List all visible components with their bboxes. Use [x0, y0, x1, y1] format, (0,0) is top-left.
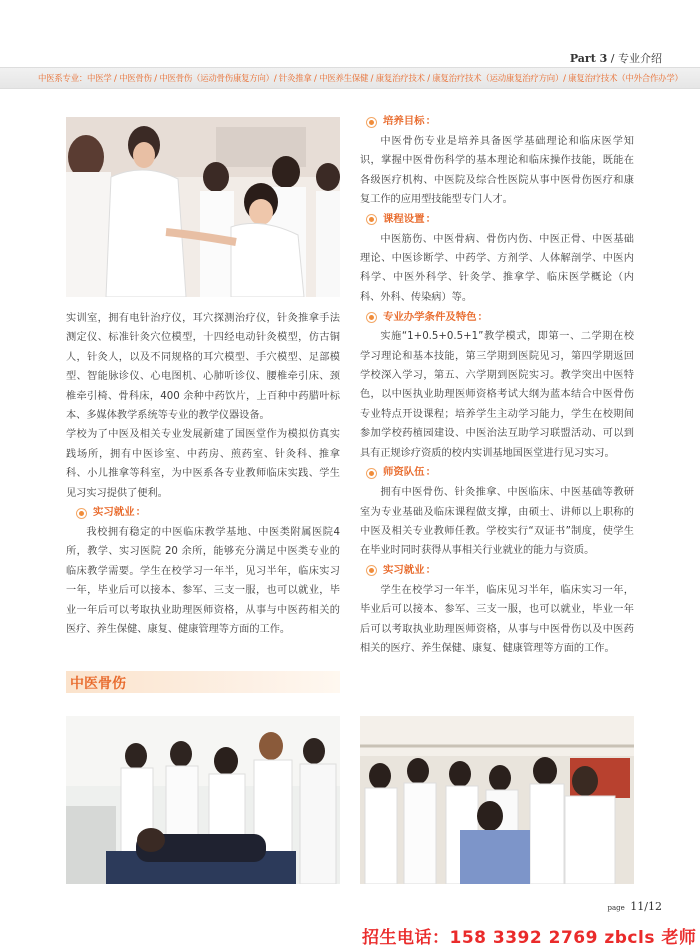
- page-number-value: 11/12: [630, 900, 662, 913]
- faculty-paragraph: 拥有中医骨伤、针灸推拿、中医临床、中医基础等教研室为专业基础及临床课程做支撑，由硕士、讲师以上职称的中医及相关专业教师任教。学校实行“双证书”制度，使学生在毕业时同时获得从事相关行业就业的能力与资质。: [360, 487, 634, 557]
- bullet-icon: [366, 117, 377, 128]
- bandaging-practice-photo: [360, 716, 634, 884]
- massage-practice-photo: [66, 716, 340, 884]
- part-label: Part 3: [569, 52, 608, 65]
- section-heading-goal: 培养目标 ：: [366, 112, 634, 132]
- section-heading-internship-right: 实习就业 ：: [366, 561, 634, 581]
- part-title: 专业介绍: [618, 52, 662, 65]
- bullet-icon: [366, 312, 377, 323]
- bullet-icon: [366, 565, 377, 576]
- left-column: [66, 309, 340, 640]
- internship-paragraph-left: 我校拥有稳定的中医临床教学基地、中医类附属医院4 所，教学、实习医院 20 余所，能够充分满足中医类专业的临床教学需要。学生在校学习一年半，见习半年，临床实习一年，毕业后可以接本、参军、三支一服，也可以就业，毕业一年后可以考取执业助理医师资格，从事与中医药相关的医疗、养生保健、康复、健康管理等方面的工作。: [66, 527, 340, 636]
- section-heading-label: 师资队伍: [383, 466, 425, 479]
- classroom-demo-photo: [66, 117, 340, 297]
- section-heading-courses: 课程设置 ：: [366, 210, 634, 230]
- page-label: page: [607, 904, 625, 912]
- goal-paragraph: 中医骨伤专业是培养具备医学基础理论和临床医学知识，掌握中医骨伤科学的基本理论和临床操作技能，既能在各级医疗机构、中医院及综合性医院从事中医骨伤医疗和康复工作的应用型技能型专门人才。: [360, 136, 634, 206]
- part-separator: /: [610, 52, 615, 65]
- internship-paragraph-right: 学生在校学习一年半，临床见习半年，临床实习一年，毕业后可以接本、参军、三支一服，也可以就业，毕业一年后可以考取执业助理医师资格，从事与中医骨伤以及中医药相关的医疗、养生保健、康复、健康管理等方面的工作。: [360, 584, 634, 654]
- conditions-paragraph: 实施“1+0.5+0.5+1”教学模式，即第一、二学期在校学习理论和基本技能，第三学期到医院见习，第四学期返回学校深入学习，第五、六学期到医院实习。教学突出中医特色，以中医执业助理医师资格考试大纲为蓝本结合中医骨伤专业特点开设课程；培养学生主动学习能力，学生在校期间参加学校药植园建设、中医治法互助学习联盟活动、可以到具有正规诊疗资质的校内实训基地国医堂进行见习实习。: [360, 331, 634, 459]
- section-heading-conditions: 专业办学条件及特色 ：: [366, 307, 634, 327]
- equipment-paragraph: 实训室，拥有电针治疗仪，耳穴探测治疗仪，针灸推拿手法测定仪、标准针灸穴位模型，十四经电动针灸模型，仿古铜人，针灸人，以及不同规格的耳穴模型、手穴模型、足部模型、智能脉诊仪、心电图机、心肺听诊仪、腰椎牵引床、颈椎牵引椅、骨科床，400 余种中药饮片，上百种中药腊叶标本、多媒体教学系统等专业的教学仪器设备。: [66, 313, 340, 422]
- bullet-icon: [366, 468, 377, 479]
- section-title: 中医骨伤: [70, 676, 126, 692]
- section-heading-label: 培养目标: [383, 115, 425, 128]
- section-heading-internship-left: 实习就业 ：: [76, 503, 340, 523]
- courses-paragraph: 中医筋伤、中医骨病、骨伤内伤、中医正骨、中医基础理论、中医诊断学、中药学、方剂学、人体解剖学、中医内科学、中医外科学、针灸学、推拿学、临床医学概论（内科、外科、传染病）等。: [360, 233, 634, 303]
- clinic-paragraph: 学校为了中医及相关专业发展新建了国医堂作为模拟仿真实践场所，拥有中医诊室、中药房、煎药室、针灸科、推拿科、小儿推拿等科室，为中医系各专业教师临床实践、学生见习实习提供了便利。: [66, 429, 340, 499]
- section-heading-label: 实习就业: [93, 506, 135, 519]
- bullet-icon: [366, 214, 377, 225]
- admissions-watermark: 招生电话：158 3392 2769 zbcls 老师: [362, 928, 697, 948]
- majors-list: 中医系专业：中医学 / 中医骨伤 / 中医骨伤（运动骨伤康复方向）/ 针灸推拿 / 中医养生保健 / 康复治疗技术 / 康复治疗技术（运动康复治疗方向）/ 康复治疗技术（中外合作办学）: [38, 73, 683, 83]
- page-number: [608, 900, 662, 913]
- bullet-icon: [76, 508, 87, 519]
- part-header: [570, 50, 662, 66]
- section-heading-faculty: 师资队伍 ：: [366, 463, 634, 483]
- section-heading-label: 实习就业: [383, 564, 425, 577]
- section-heading-label: 专业办学条件及特色: [383, 310, 477, 323]
- right-column: [360, 112, 634, 658]
- section-title-band: [66, 671, 340, 693]
- section-heading-label: 课程设置: [383, 212, 425, 225]
- majors-band: [0, 67, 700, 89]
